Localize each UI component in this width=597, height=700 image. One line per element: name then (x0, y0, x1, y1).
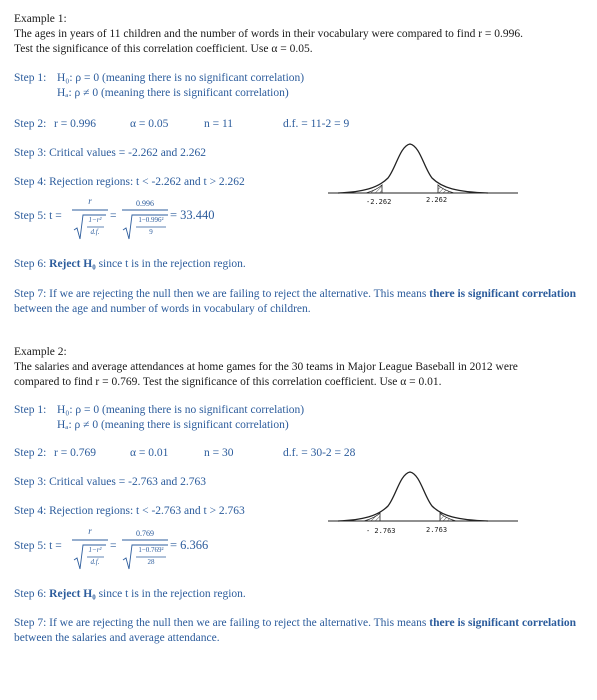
formula-numerator: r (88, 526, 92, 536)
value-inner-denominator: 28 (147, 558, 155, 566)
formula-fraction-bar (70, 206, 110, 246)
value-inner-numerator: 1−0.996² (138, 216, 164, 224)
equals-sign: = (110, 540, 117, 552)
step3-critical-values: Step 3: Critical values = -2.763 and 2.763 (14, 476, 207, 488)
df-value: d.f. = 11-2 = 9 (283, 118, 350, 130)
step6: Step 6: Reject H₀ since t is in the rejection region. (14, 258, 246, 270)
step4-rejection-regions: Step 4: Rejection regions: t < -2.763 and t > 2.763 (14, 505, 245, 517)
alt-hypothesis: Hₐ: ρ ≠ 0 (meaning there is significant correlation) (57, 87, 289, 99)
step2-label: Step 2: (14, 447, 47, 459)
value-inner-numerator: 1−0.769² (138, 546, 164, 554)
critical-left-label: -2.262 (366, 198, 392, 206)
critical-right-label: 2.262 (426, 196, 448, 204)
alt-hypothesis: Hₐ: ρ ≠ 0 (meaning there is significant correlation) (57, 419, 289, 431)
step2-label: Step 2: (14, 118, 47, 130)
step1-label: Step 1: (14, 72, 47, 84)
value-fraction-bar (120, 206, 170, 246)
formula-inner-denominator: d.f. (90, 558, 100, 566)
n-value: n = 30 (204, 447, 234, 459)
step4-rejection-regions: Step 4: Rejection regions: t < -2.262 and t > 2.262 (14, 176, 245, 188)
alpha-value: α = 0.05 (130, 118, 169, 130)
formula-inner-numerator: 1−r² (88, 546, 102, 554)
step7: Step 7: If we are rejecting the null then we are failing to reject the alternative. This means there is significant correlation between the salaries and average attendance. (14, 617, 577, 644)
value-numerator: 0.996 (136, 199, 154, 208)
step7: Step 7: If we are rejecting the null then we are failing to reject the alternative. This means there is significant correlation between the age and number of words in vocabulary of children. (14, 288, 577, 315)
problem-line-2: compared to find r = 0.769. Test the significance of this correlation coefficient. Use α = 0.01. (14, 376, 442, 388)
formula-inner-numerator: 1−r² (88, 216, 102, 224)
step5-label: Step 5: t = (14, 540, 62, 552)
critical-right-label: 2.763 (426, 526, 448, 534)
value-numerator: 0.769 (136, 529, 154, 538)
example-heading: Example 1: (14, 13, 67, 25)
example-heading: Example 2: (14, 346, 67, 358)
value-fraction-bar (120, 536, 170, 576)
null-hypothesis: H₀: ρ = 0 (meaning there is no significant correlation) (57, 72, 305, 84)
r-value: r = 0.996 (54, 118, 96, 130)
t-result: = 6.366 (170, 538, 209, 552)
critical-left-label: - 2.763 (366, 527, 396, 535)
step3-critical-values: Step 3: Critical values = -2.262 and 2.262 (14, 147, 207, 159)
formula-inner-denominator: d.f. (90, 228, 100, 236)
equals-sign: = (110, 210, 117, 222)
problem-line-2: Test the significance of this correlation coefficient. Use α = 0.05. (14, 43, 313, 55)
formula-fraction-bar (70, 536, 110, 576)
value-inner-denominator: 9 (149, 228, 153, 236)
df-value: d.f. = 30-2 = 28 (283, 447, 356, 459)
r-value: r = 0.769 (54, 447, 96, 459)
step5-label: Step 5: t = (14, 210, 62, 222)
t-result: = 33.440 (170, 208, 215, 222)
null-hypothesis: H₀: ρ = 0 (meaning there is no significant correlation) (57, 404, 305, 416)
problem-line-1: The ages in years of 11 children and the number of words in their vocabulary were compared to find r = 0.996. (14, 28, 524, 40)
step1-label: Step 1: (14, 404, 47, 416)
step6: Step 6: Reject H₀ since t is in the rejection region. (14, 588, 246, 600)
problem-line-1: The salaries and average attendances at home games for the 30 teams in Major League Baseball in 2012 were (14, 361, 518, 373)
n-value: n = 11 (204, 118, 234, 130)
formula-numerator: r (88, 196, 92, 206)
alpha-value: α = 0.01 (130, 447, 169, 459)
